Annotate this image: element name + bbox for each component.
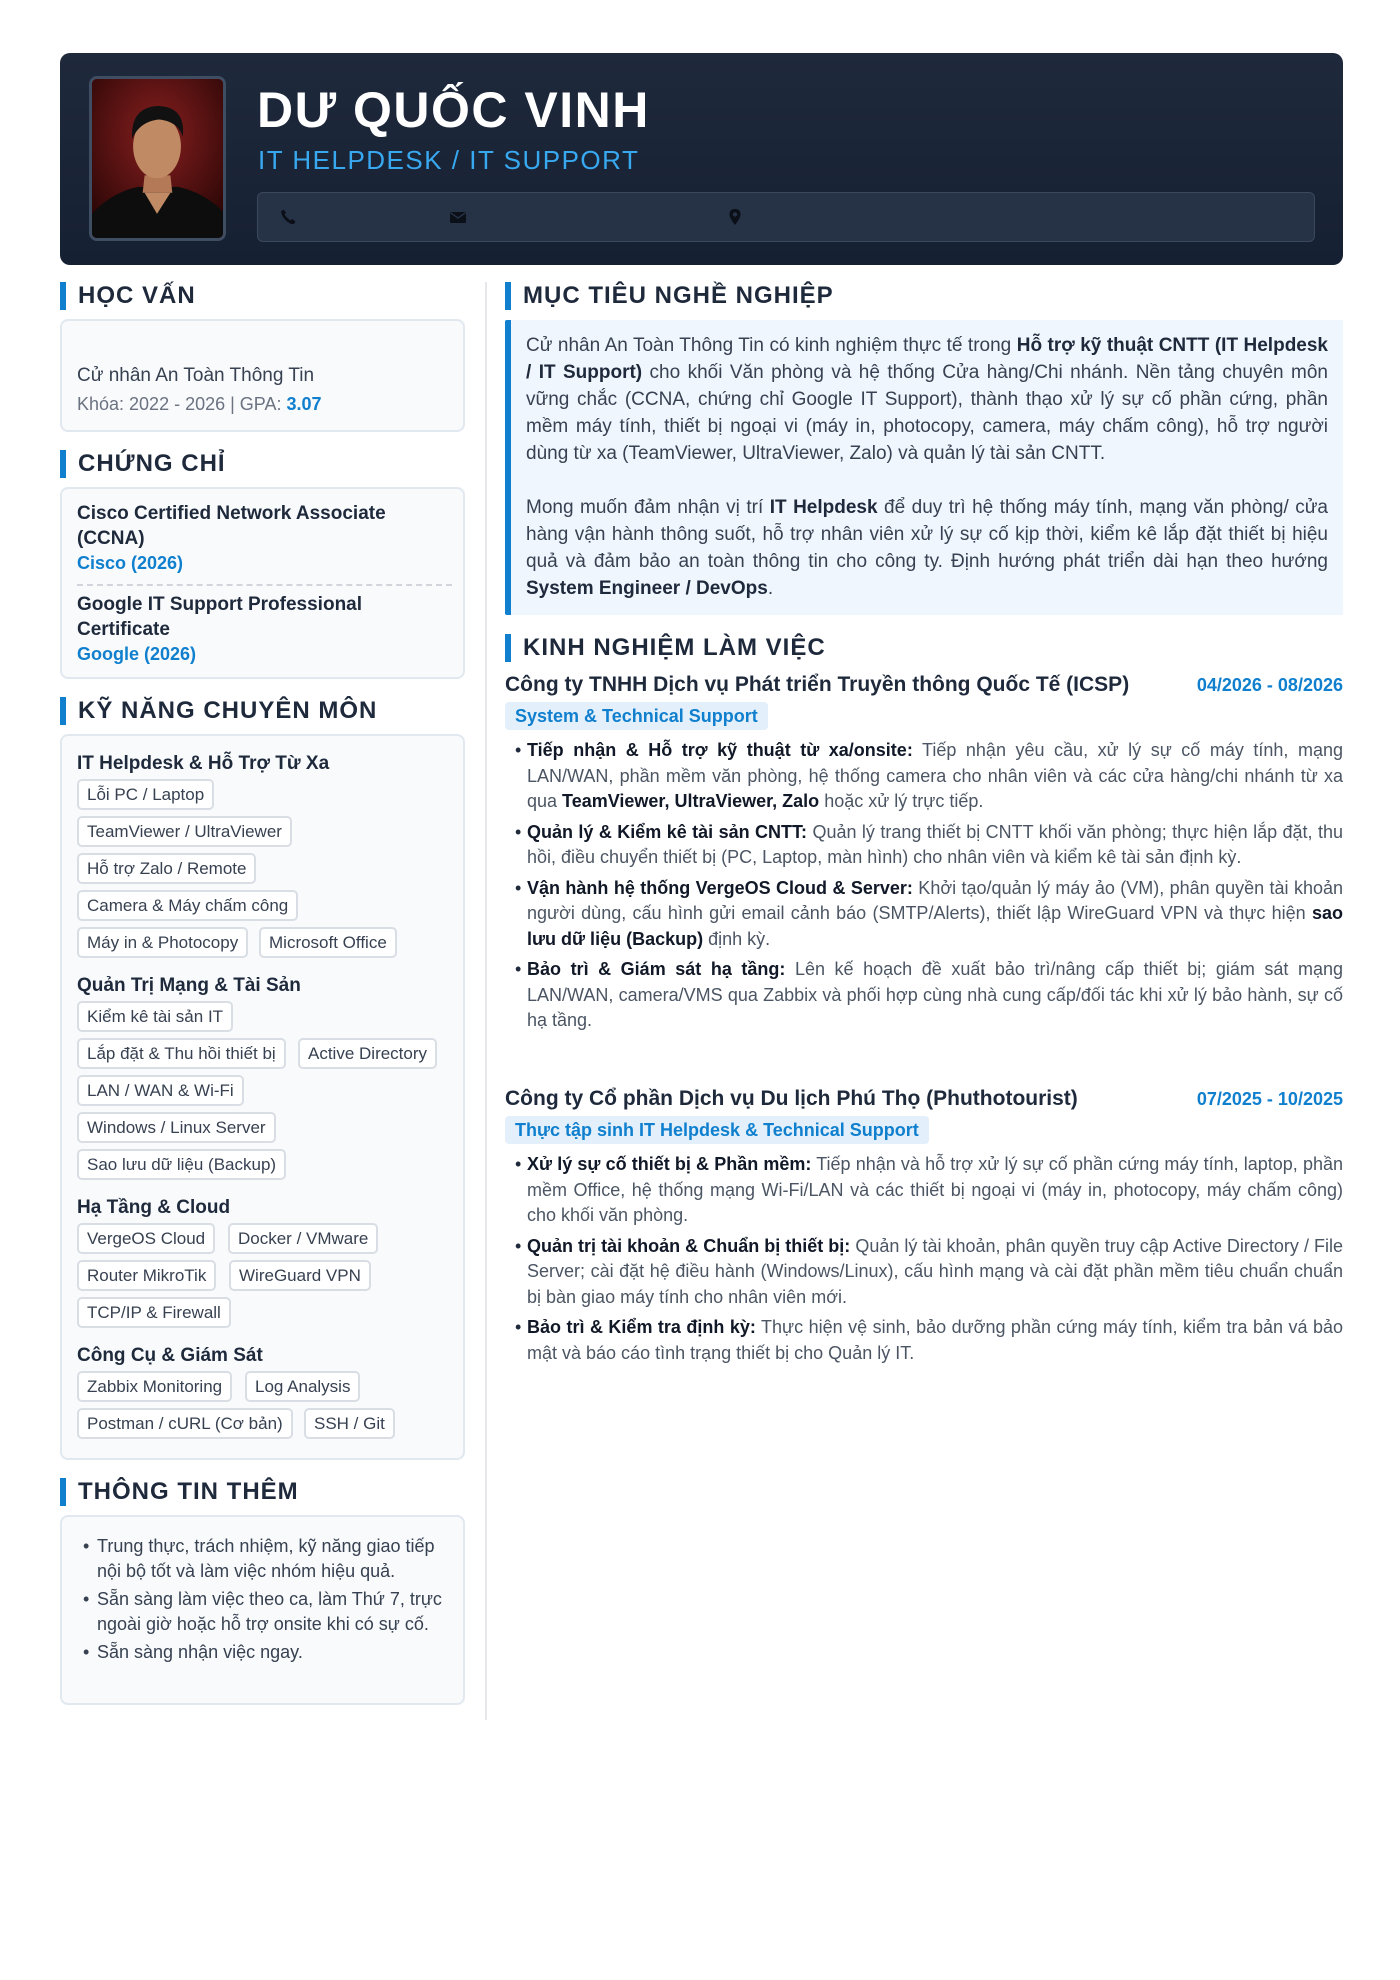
section-title-extra: THÔNG TIN THÊM [60,1478,299,1506]
phone-icon[interactable] [278,207,298,227]
list-item [515,957,1343,1034]
bullet-highlight: sao lưu dữ liệu (Backup) [527,903,1343,949]
section-title-objective: MỤC TIÊU NGHỀ NGHIỆP [505,282,834,310]
skill-group-title: Công Cụ & Giám Sát [77,1345,263,1366]
section-title-education: HỌC VẤN [60,282,196,310]
objective-text: . [767,578,774,599]
bullet-heading: Bảo trì & Giám sát hạ tầng: [527,959,786,979]
bullet-heading: Tiếp nhận & Hỗ trợ kỹ thuật từ xa/onsite: [527,740,913,760]
skill-tag: LAN / WAN & Wi-Fi [77,1075,244,1106]
certificate-name: Cisco Certified Network Associate (CCNA) [77,503,386,549]
objective-box [505,320,1343,615]
bullet-text: Khởi tạo/quản lý máy ảo (VM), phân quyền tài khoản người dùng, cấu hình gửi email cảnh báo (SMTP/Alerts), thiết lập WireGuard VPN và thực hiện [527,877,1344,923]
objective-text: cho khối Văn phòng và hệ thống Cửa hàng/Chi nhánh. Nền tảng chuyên môn vững chắc (CCNA, chứng chỉ Google IT Support), thành thạo xử lý sự cố phần cứng, phần mềm máy tính, thiết bị ngoại vi (máy in, photocopy, camera, máy chấm công), hỗ trợ người dùng từ xa (TeamViewer, UltraViewer, Zalo) và quản lý tài sản CNTT. [526,362,1328,464]
list-item [515,1234,1343,1311]
education-years: Khóa: 2022 - 2026 | GPA: [77,394,287,414]
bullet-text: Quản lý tài khoản, phân quyền truy cập Active Directory / File Server; cài đặt hệ điều hành (Windows/Linux), cấu hình mạng và cài đặt phần mềm tiêu chuẩn chuẩn bị bàn giao máy tính cho nhân viên mới. [527,1235,1344,1307]
skills-card [60,734,465,1460]
list-item [515,738,1343,815]
education-gpa: 3.07 [286,394,322,414]
skill-tag: SSH / Git [304,1408,395,1439]
skill-tag: Windows / Linux Server [77,1112,276,1143]
bullet-highlight: TeamViewer, UltraViewer, Zalo [562,791,820,811]
resume-header [60,53,1343,265]
skill-tag: Docker / VMware [228,1223,378,1254]
list-item [515,820,1343,871]
candidate-name: DƯ QUỐC VINH [257,82,650,138]
job-responsibilities [515,1152,1343,1371]
certificate-name: Google IT Support Professional Certificate [77,594,363,640]
location-pin-icon[interactable] [725,207,745,227]
skill-tag: Lắp đặt & Thu hồi thiết bị [77,1038,286,1069]
section-title-experience: KINH NGHIỆM LÀM VIỆC [505,634,826,662]
skill-tag: Zabbix Monitoring [77,1371,232,1402]
list-item [515,876,1343,953]
skill-tag: Sao lưu dữ liệu (Backup) [77,1149,286,1180]
job-company: Công ty TNHH Dịch vụ Phát triển Truyền thông Quốc Tế (ICSP) [505,673,1130,696]
objective-highlight: IT Helpdesk [769,497,878,518]
objective-highlight: System Engineer / DevOps [526,578,768,599]
objective-text: để duy trì hệ thống máy tính, mạng văn phòng/ cửa hàng vận hành thông suốt, hỗ trợ nhân viên xử lý sự cố kịp thời, kiểm kê lắp đặt thiết bị hiệu quả và đảm bảo an toàn thông tin cho công ty. Định hướng phát triển dài hạn theo hướng [526,497,1328,572]
skill-group-title: Quản Trị Mạng & Tài Sản [77,975,301,996]
skill-tag: Microsoft Office [259,927,397,958]
skill-tag: Lỗi PC / Laptop [77,779,214,810]
certificate-issuer: Cisco (2026) [77,553,184,573]
bullet-text: Tiếp nhận yêu cầu, xử lý sự cố máy tính, mạng LAN/WAN, phần mềm văn phòng, hệ thống camera cho nhân viên và các cửa hàng/chi nhánh từ xa qua [527,740,1343,811]
bullet-heading: Bảo trì & Kiểm tra định kỳ: [527,1317,756,1337]
extra-info-list [82,1534,447,1668]
contact-bar [257,192,1315,242]
bullet-text: định kỳ. [703,928,771,949]
objective-highlight: Hỗ trợ kỹ thuật CNTT (IT Helpdesk / IT Support) [526,335,1328,383]
bullet-text: Tiếp nhận và hỗ trợ xử lý sự cố phần cứng máy tính, laptop, phần mềm Office, hệ thống mạng Wi-Fi/LAN và các thiết bị ngoại vi (máy in, photocopy, máy chấm công) cho khối văn phòng. [527,1154,1343,1225]
job-date: 04/2026 - 08/2026 [1196,675,1343,695]
skill-group-title: Hạ Tầng & Cloud [77,1197,231,1218]
skill-tag: VergeOS Cloud [77,1223,215,1254]
profile-photo [89,76,226,241]
bullet-text: Lên kế hoạch đề xuất bảo trì/nâng cấp thiết bị; giám sát mạng LAN/WAN, camera/VMS qua Zabbix và phối hợp cùng nhà cung cấp/đối tác khi xử lý bảo hành, sự cố hạ tầng. [527,959,1343,1030]
job-company: Công ty Cổ phần Dịch vụ Du lịch Phú Thọ (Phuthotourist) [505,1087,1078,1110]
skill-tag: WireGuard VPN [229,1260,371,1291]
extra-info-card [60,1515,465,1705]
skill-tag: Hỗ trợ Zalo / Remote [77,853,256,884]
skill-tag: TeamViewer / UltraViewer [77,816,292,847]
list-item: • Trung thực, trách nhiệm, kỹ năng giao tiếp nội bộ tốt và làm việc nhóm hiệu quả. [82,1534,447,1584]
objective-text: Cử nhân An Toàn Thông Tin có kinh nghiệm thực tế trong [526,335,1017,356]
list-item: • Sẵn sàng nhận việc ngay. [82,1640,447,1665]
bullet-heading: Vận hành hệ thống VergeOS Cloud & Server: [527,877,913,898]
job-responsibilities [515,738,1343,1039]
certificate-item [77,501,452,575]
certificate-divider [77,584,452,586]
skill-tag: Postman / cURL (Cơ bản) [77,1408,293,1439]
job-role-badge: System & Technical Support [505,702,768,730]
education-meta [77,394,322,415]
certificate-item [77,592,452,666]
list-item [515,1315,1343,1366]
skill-tag: Camera & Máy chấm công [77,890,298,921]
bullet-text: Thực hiện vệ sinh, bảo dưỡng phần cứng máy tính, kiểm tra bản vá bảo mật và báo cáo tình trạng thiết bị cho Quản lý IT. [527,1317,1343,1363]
skill-group-title: IT Helpdesk & Hỗ Trợ Từ Xa [77,753,330,774]
section-title-skills: KỸ NĂNG CHUYÊN MÔN [60,697,377,725]
bullet-text: hoặc xử lý trực tiếp. [819,791,984,811]
certificate-issuer: Google (2026) [77,644,197,664]
section-title-certificates: CHỨNG CHỈ [60,450,226,478]
objective-paragraph [526,332,1328,467]
bullet-heading: Quản lý & Kiểm kê tài sản CNTT: [527,821,808,842]
candidate-role: IT HELPDESK / IT SUPPORT [258,145,640,175]
mail-icon[interactable] [448,207,468,227]
skill-tag: Log Analysis [245,1371,360,1402]
job-role-badge: Thực tập sinh IT Helpdesk & Technical Support [505,1116,929,1144]
list-item: • Sẵn sàng làm việc theo ca, làm Thứ 7, trực ngoài giờ hoặc hỗ trợ onsite khi có sự cố. [82,1587,447,1637]
certificates-card [60,487,465,679]
bullet-text: Quản lý trang thiết bị CNTT khối văn phòng; thực hiện lắp đặt, thu hồi, điều chuyển thiết bị (PC, Laptop, màn hình) cho nhân viên và kiểm kê tài sản định kỳ. [527,821,1343,867]
education-degree: Cử nhân An Toàn Thông Tin [77,365,315,386]
job-date: 07/2025 - 10/2025 [1196,1089,1343,1109]
skill-tag: TCP/IP & Firewall [77,1297,231,1328]
bullet-heading: Xử lý sự cố thiết bị & Phần mềm: [527,1154,812,1174]
skill-tag: Máy in & Photocopy [77,927,248,958]
skill-tag: Router MikroTik [77,1260,216,1291]
skill-tag: Active Directory [298,1038,437,1069]
list-item [515,1152,1343,1229]
bullet-heading: Quản trị tài khoản & Chuẩn bị thiết bị: [527,1235,851,1256]
objective-paragraph [526,494,1328,602]
skill-tag: Kiểm kê tài sản IT [77,1001,233,1032]
column-divider [485,282,487,1720]
education-card [60,319,465,432]
objective-text: Mong muốn đảm nhận vị trí [526,497,770,518]
